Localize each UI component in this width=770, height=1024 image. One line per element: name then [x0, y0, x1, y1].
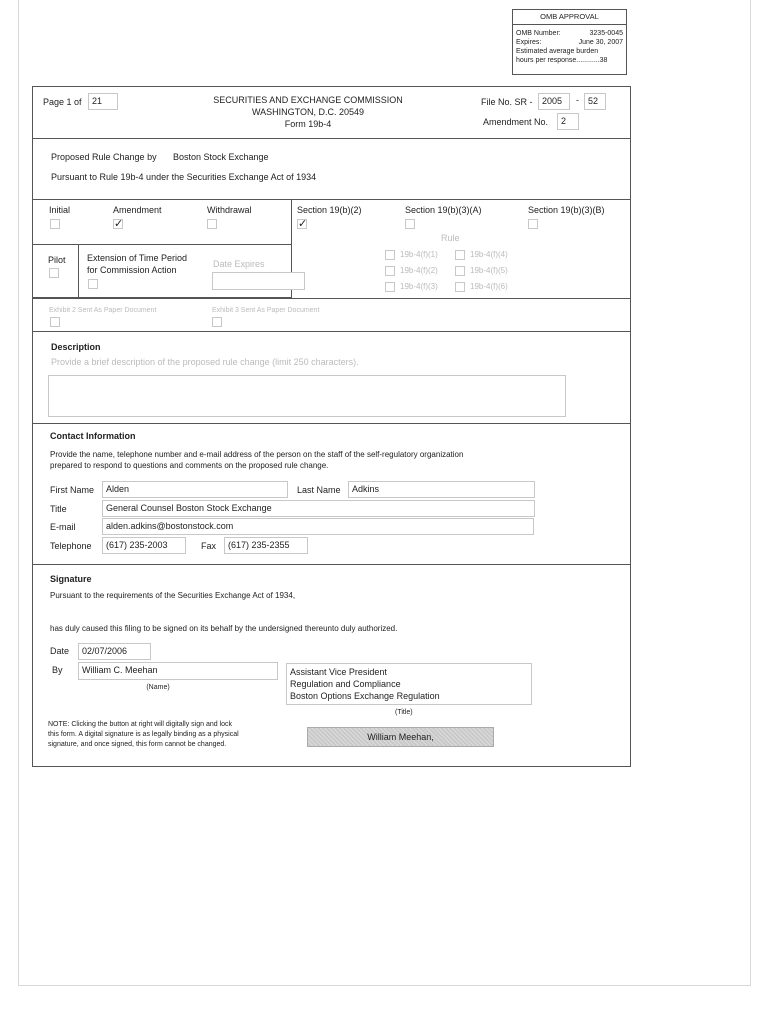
omb-number-label: OMB Number: [516, 30, 561, 37]
last-name-label: Last Name [297, 485, 341, 495]
contact-instructions-line1: Provide the name, telephone number and e-mail address of the person on the staff of the self-regulatory organization [50, 450, 464, 459]
amendment-checkbox[interactable]: ✓ [114, 218, 124, 230]
omb-approval-box [512, 9, 627, 75]
proposed-by-value: Boston Stock Exchange [173, 152, 269, 162]
rule-f4-label: 19b-4(f)(4) [470, 250, 508, 259]
telephone-field[interactable]: (617) 235-2003 [102, 537, 186, 554]
pilot-label: Pilot [48, 255, 66, 265]
proposed-by-label: Proposed Rule Change by [51, 152, 157, 162]
extension-checkbox[interactable] [88, 279, 98, 289]
note-line2: this form. A digital signature is as legally binding as a physical [48, 731, 239, 738]
rule-f1-label: 19b-4(f)(1) [400, 250, 438, 259]
rule-f6-checkbox[interactable] [455, 282, 465, 292]
signer-title-line2: Regulation and Compliance [290, 679, 401, 689]
section-19b3b-label: Section 19(b)(3)(B) [528, 205, 605, 215]
date-field[interactable]: 02/07/2006 [78, 643, 151, 660]
signer-title-field[interactable] [286, 663, 532, 705]
rule-f6-label: 19b-4(f)(6) [470, 282, 508, 291]
omb-burden-line1: Estimated average burden [516, 48, 599, 55]
signer-name-field[interactable]: William C. Meehan [78, 662, 278, 680]
divider [33, 138, 630, 139]
amendment-no-field[interactable]: 2 [557, 113, 579, 130]
initial-checkbox[interactable] [50, 219, 60, 229]
agency-line2: WASHINGTON, D.C. 20549 [251, 107, 365, 117]
agency-line1: SECURITIES AND EXCHANGE COMMISSION [213, 95, 403, 105]
amendment-label: Amendment [113, 205, 162, 215]
form-19b4 [32, 86, 631, 767]
telephone-label: Telephone [50, 541, 92, 551]
by-label: By [52, 665, 63, 675]
divider [33, 298, 630, 299]
signature-pursuant: Pursuant to the requirements of the Securities Exchange Act of 1934, [50, 591, 296, 600]
form-number: Form 19b-4 [284, 119, 332, 129]
pilot-checkbox[interactable] [49, 268, 59, 278]
rule-f3-checkbox[interactable] [385, 282, 395, 292]
fax-label: Fax [201, 541, 217, 551]
initial-label: Initial [49, 205, 71, 215]
omb-burden-line2: hours per response............38 [516, 57, 608, 64]
signer-title-line3: Boston Options Exchange Regulation [290, 691, 440, 701]
exhibit2-label: Exhibit 2 Sent As Paper Document [49, 307, 157, 314]
signature-title: Signature [50, 574, 92, 584]
signature-authorization: has duly caused this filing to be signed on its behalf by the undersigned thereunto duly authorized. [50, 624, 398, 633]
omb-number-value: 3235-0045 [589, 30, 623, 37]
last-name-field[interactable]: Adkins [348, 481, 535, 498]
withdrawal-checkbox[interactable] [207, 219, 217, 229]
contact-title: Contact Information [50, 431, 136, 441]
divider [78, 244, 79, 297]
divider [33, 199, 630, 200]
note-line1: NOTE: Clicking the button at right will digitally sign and lock [48, 721, 233, 728]
email-label: E-mail [50, 522, 76, 532]
rule-f1-checkbox[interactable] [385, 250, 395, 260]
fax-field[interactable]: (617) 235-2355 [224, 537, 308, 554]
description-hint: Provide a brief description of the proposed rule change (limit 250 characters). [51, 357, 359, 367]
rule-f2-label: 19b-4(f)(2) [400, 266, 438, 275]
exhibit3-label: Exhibit 3 Sent As Paper Document [212, 307, 320, 314]
title-field[interactable]: General Counsel Boston Stock Exchange [102, 500, 535, 517]
file-year-field[interactable]: 2005 [538, 93, 570, 110]
exhibit3-checkbox[interactable] [212, 317, 222, 327]
file-dash: - [576, 95, 579, 105]
date-expires-field[interactable] [212, 272, 305, 290]
first-name-field[interactable]: Alden [102, 481, 288, 498]
digital-sign-button[interactable]: William Meehan, [307, 727, 494, 747]
signer-title-line1: Assistant Vice President [290, 667, 387, 677]
rule-label: Rule [441, 233, 460, 243]
description-title: Description [51, 342, 101, 352]
section-19b3a-label: Section 19(b)(3)(A) [405, 205, 482, 215]
file-no-label: File No. SR - [481, 97, 533, 107]
section-19b3a-checkbox[interactable] [405, 219, 415, 229]
pursuant-rule: Pursuant to Rule 19b-4 under the Securities Exchange Act of 1934 [51, 172, 317, 182]
email-field[interactable]: alden.adkins@bostonstock.com [102, 518, 534, 535]
divider [33, 423, 630, 424]
withdrawal-label: Withdrawal [207, 205, 252, 215]
section-19b2-label: Section 19(b)(2) [297, 205, 362, 215]
omb-number-row [513, 29, 626, 38]
title-caption: (Title) [395, 709, 413, 716]
omb-expires-value: June 30, 2007 [578, 39, 623, 46]
page-label: Page 1 of [43, 97, 82, 107]
divider [291, 199, 292, 244]
date-expires-label: Date Expires [213, 259, 265, 269]
rule-f5-checkbox[interactable] [455, 266, 465, 276]
rule-f2-checkbox[interactable] [385, 266, 395, 276]
omb-title: OMB APPROVAL [513, 10, 626, 25]
exhibit2-checkbox[interactable] [50, 317, 60, 327]
contact-instructions-line2: prepared to respond to questions and comments on the proposed rule change. [50, 461, 329, 470]
section-19b2-checkbox[interactable]: ✓ [298, 218, 308, 230]
description-textarea[interactable] [48, 375, 566, 417]
rule-f5-label: 19b-4(f)(5) [470, 266, 508, 275]
amendment-no-label: Amendment No. [483, 117, 549, 127]
section-19b3b-checkbox[interactable] [528, 219, 538, 229]
extension-line1: Extension of Time Period [87, 253, 188, 263]
name-caption: (Name) [146, 684, 170, 691]
note-line3: signature, and once signed, this form cannot be changed. [48, 741, 227, 748]
rule-f4-checkbox[interactable] [455, 250, 465, 260]
page-total-field[interactable]: 21 [88, 93, 118, 110]
rule-f3-label: 19b-4(f)(3) [400, 282, 438, 291]
divider [33, 331, 630, 332]
extension-line2: for Commission Action [87, 265, 177, 275]
omb-expires-label: Expires: [516, 39, 542, 46]
first-name-label: First Name [50, 485, 95, 495]
file-seq-field[interactable]: 52 [584, 93, 606, 110]
date-label: Date [50, 646, 70, 656]
divider [33, 564, 630, 565]
title-label: Title [50, 504, 67, 514]
omb-expires-row [513, 38, 626, 47]
